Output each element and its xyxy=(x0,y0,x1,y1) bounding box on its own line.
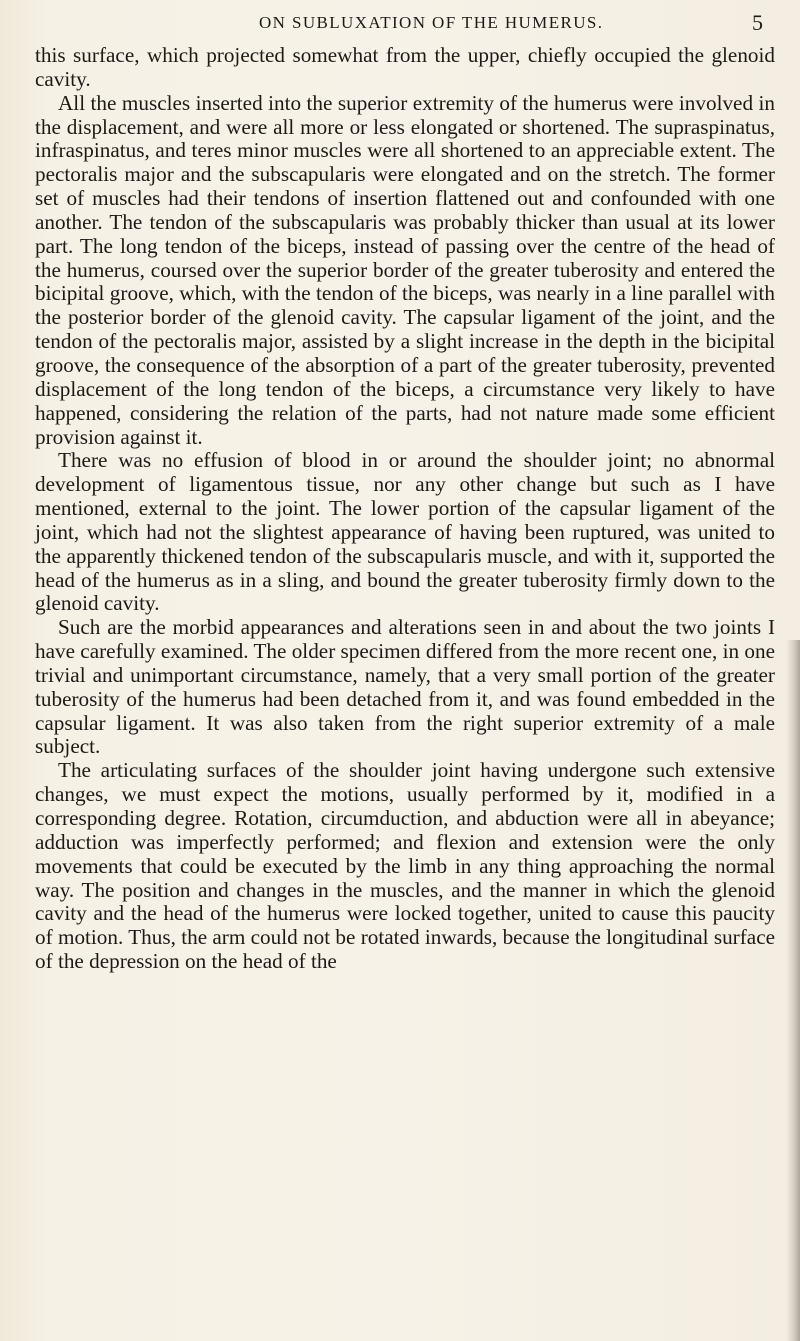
paragraph: All the muscles inserted into the superior extremity of the humerus were involved in the displacement, and were all more or less elongated or shortened. The supraspinatus, infraspinatus, and teres minor muscles were all shortened to an appreciable extent. The pectoralis major and the subscapularis were elongated and on the stretch. The former set of muscles had their tendons of insertion flattened out and confounded with one another. The tendon of the subscapularis was probably thicker than usual at its lower part. The long tendon of the biceps, instead of passing over the centre of the head of the humerus, coursed over the superior border of the greater tuberosity and entered the bicipital groove, which, with the tendon of the biceps, was nearly in a line parallel with the posterior border of the glenoid cavity. The capsular ligament of the joint, and the tendon of the pectoralis major, assisted by a slight increase in the depth in the bicipital groove, the consequence of the absorption of a part of the greater tuberosity, prevented displacement of the long tendon of the biceps, a circumstance very likely to have happened, considering the relation of the parts, had not nature made some efficient provision against it. xyxy=(35,90,775,449)
paragraph: Such are the morbid appearances and alterations seen in and about the two joints I have carefully examined. The older specimen differed from the more recent one, in one trivial and unimportant circumstance, namely, that a very small portion of the greater tuberosity of the humerus had been detached from it, and was found embedded in the capsular ligament. It was also taken from the right superior extremity of a male subject. xyxy=(35,615,775,759)
binding-shadow xyxy=(786,640,800,1341)
paragraph: There was no effusion of blood in or around the shoulder joint; no abnormal development of ligamentous tissue, nor any other change but such as I have mentioned, external to the joint. The lower portion of the capsular ligament of the joint, which had not the slightest appearance of having been ruptured, was united to the apparently thickened tendon of the subscapularis muscle, and with it, supported the head of the humerus as in a sling, and bound the greater tuberosity firmly down to the glenoid cavity. xyxy=(35,448,775,616)
paragraph: this surface, which projected somewhat from the upper, chiefly occupied the glenoid cavity. xyxy=(35,43,775,91)
page-header xyxy=(0,10,800,36)
page-number: 5 xyxy=(752,10,763,35)
body-text xyxy=(35,44,775,974)
running-head: ON SUBLUXATION OF THE HUMERUS. xyxy=(259,13,604,32)
paragraph: The articulating surfaces of the shoulder joint having undergone such extensive changes, we must expect the motions, usually performed by it, modified in a corresponding degree. Rotation, circumduction, and abduction were all in abeyance; adduction was imperfectly performed; and flexion and extension were the only movements that could be executed by the limb in any thing approaching the normal way. The position and changes in the muscles, and the manner in which the glenoid cavity and the head of the humerus were locked together, united to cause this paucity of motion. Thus, the arm could not be rotated inwards, because the longitudinal surface of the depression on the head of the xyxy=(35,758,775,974)
